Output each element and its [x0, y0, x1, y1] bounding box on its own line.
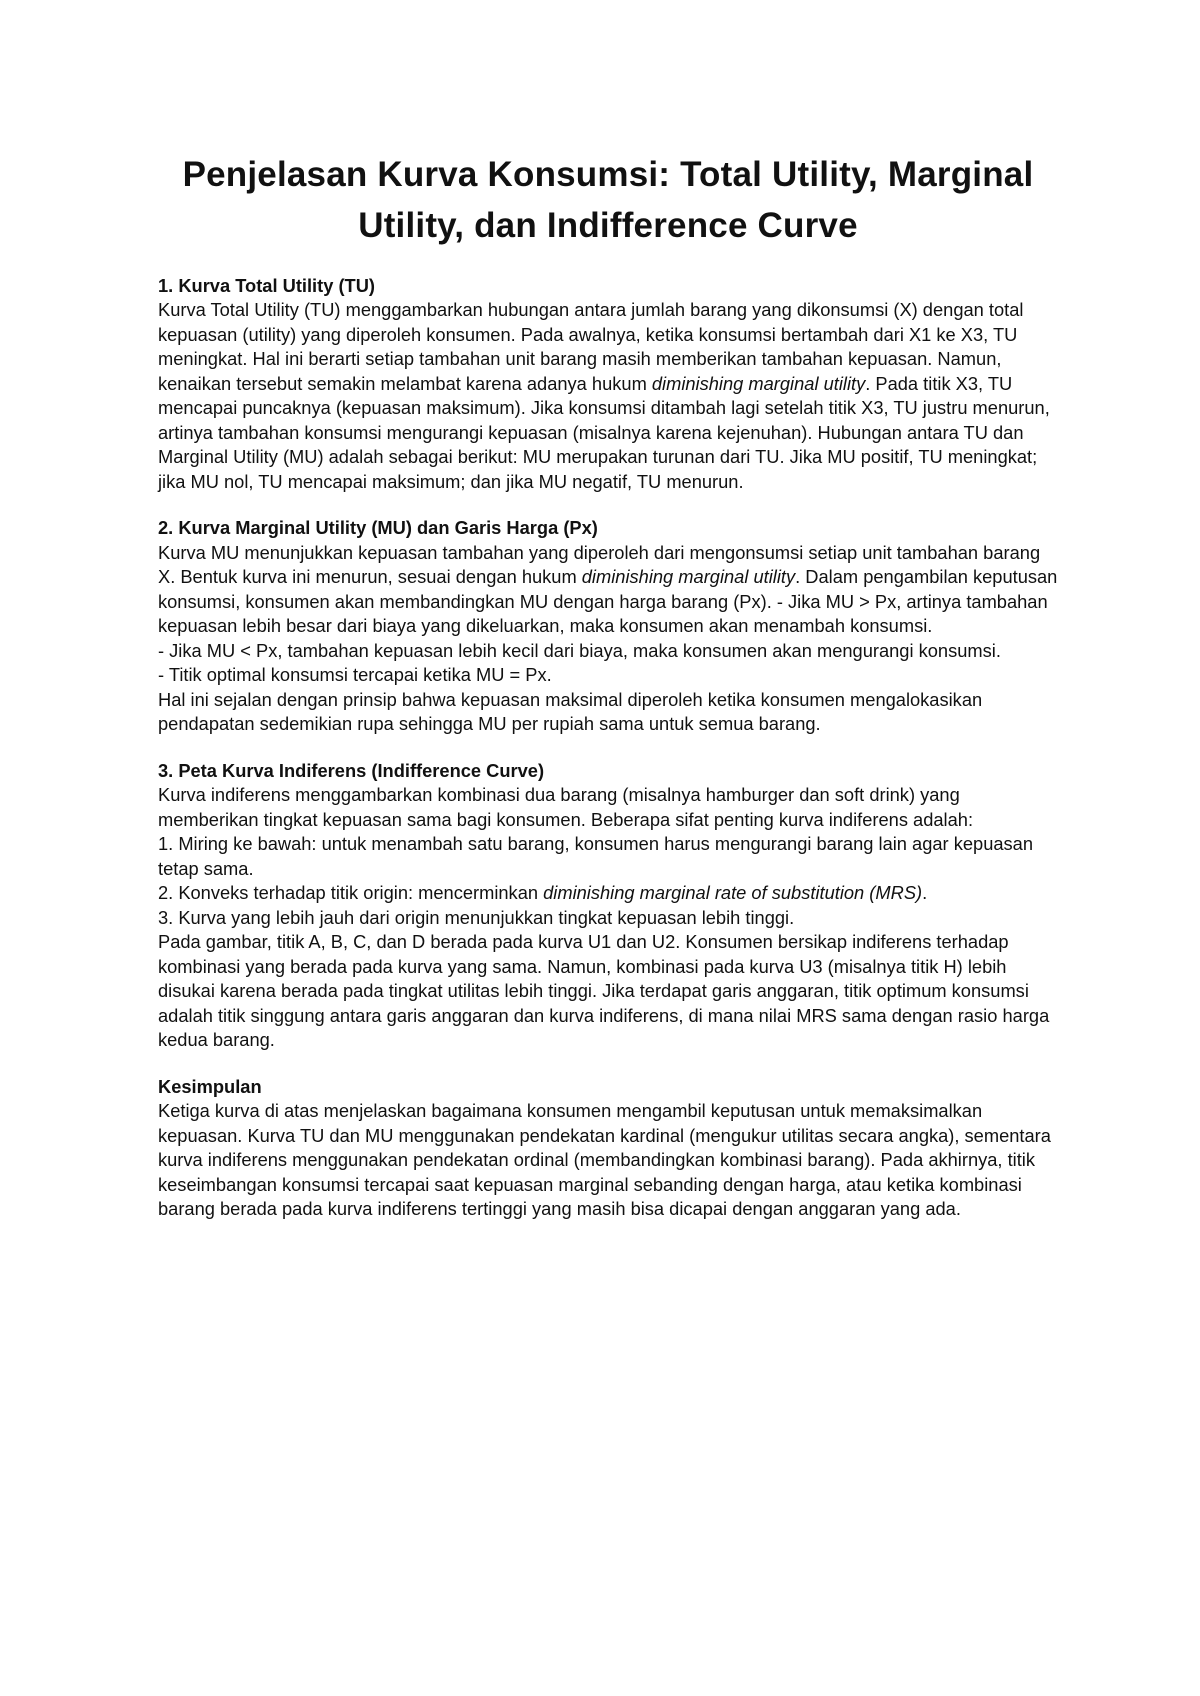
body-text: - Jika MU < Px, tambahan kepuasan lebih kecil dari biaya, maka konsumen akan mengurangi konsumsi. — [158, 639, 1001, 661]
body-text: - Titik optimal konsumsi tercapai ketika MU = Px. — [158, 664, 552, 685]
body-text: Pada gambar, titik A, B, C, dan D berada pada kurva U1 dan U2. Konsumen bersikap indiferens terhadap kombinasi yang berada pada kurva yang sama. Namun, kombinasi pada kurva U3 (misalnya titik H) lebih disukai karena berada pada tingkat utilitas lebih tinggi. Jika terdapat garis anggaran, titik optimum konsumsi adalah titik singgung antara garis anggaran dan kurva indiferens, di mana nilai MRS sama dengan rasio harga kedua barang. — [158, 931, 1050, 1050]
body-text: 1. Miring ke bawah: untuk menambah satu barang, konsumen harus mengurangi barang lain agar kepuasan tetap sama. — [158, 833, 1034, 879]
document-title: Penjelasan Kurva Konsumsi: Total Utility, Marginal Utility, dan Indifference Curve — [182, 155, 1034, 245]
italic-term: diminishing marginal rate of substitution (MRS) — [543, 882, 923, 903]
body-text: . Dalam pengambilan keputusan konsumsi, konsumen akan membandingkan MU dengan harga barang (Px). - Jika MU > Px, artinya tambahan kepuasan lebih besar dari biaya yang dikeluarkan, maka konsumen akan menambah konsumsi. — [158, 566, 1058, 636]
document-sections — [158, 274, 1058, 1222]
body-text: 3. Kurva yang lebih jauh dari origin menunjukkan tingkat kepuasan lebih tinggi. — [158, 906, 795, 928]
section-body — [158, 541, 1058, 737]
body-text: 2. Konveks terhadap titik origin: mencerminkan — [158, 882, 544, 903]
italic-term: diminishing marginal utility — [651, 372, 866, 394]
body-text: Ketiga kurva di atas menjelaskan bagaimana konsumen mengambil keputusan untuk memaksimalkan kepuasan. Kurva TU dan MU menggunakan pendekatan kardinal (mengukur utilitas secara angka), sementara kurva indiferens menggunakan pendekatan ordinal (membandingkan kombinasi barang). Pada akhirnya, titik keseimbangan konsumsi tercapai saat kepuasan marginal sebanding dengan harga, atau ketika kombinasi barang berada pada kurva indiferens tertinggi yang masih bisa dicapai dengan anggaran yang ada. — [158, 1100, 1051, 1219]
section-2 — [158, 516, 1058, 737]
section-heading: 3. Peta Kurva Indiferens (Indifference Curve) — [158, 759, 545, 781]
body-text: Kurva MU menunjukkan kepuasan tambahan yang diperoleh dari mengonsumsi setiap unit tambahan barang X. Bentuk kurva ini menurun, sesuai dengan hukum — [158, 541, 1041, 587]
body-text: Kurva Total Utility (TU) menggambarkan hubungan antara jumlah barang yang dikonsumsi (X) dengan total kepuasan (utility) yang diperoleh konsumen. Pada awalnya, ketika konsumsi bertambah dari X1 ke X3, TU meningkat. Hal ini berarti setiap tambahan unit barang masih memberikan tambahan kepuasan. Namun, kenaikan tersebut semakin melambat karena adanya hukum — [158, 299, 1024, 394]
body-text: . Pada titik X3, TU mencapai puncaknya (kepuasan maksimum). Jika konsumsi ditambah lagi setelah titik X3, TU justru menurun, artinya tambahan konsumsi mengurangi kepuasan (misalnya karena kejenuhan). Hubungan antara TU dan Marginal Utility (MU) adalah sebagai berikut: MU merupakan turunan dari TU. Jika MU positif, TU meningkat; jika MU nol, TU mencapai maksimum; dan jika MU negatif, TU menurun. — [158, 372, 1050, 492]
body-text: Kurva indiferens menggambarkan kombinasi dua barang (misalnya hamburger dan soft drink) yang memberikan tingkat kepuasan sama bagi konsumen. Beberapa sifat penting kurva indiferens adalah: — [158, 784, 974, 830]
section-body — [158, 1099, 1058, 1222]
italic-term: diminishing marginal utility — [581, 566, 796, 587]
section-heading: Kesimpulan — [158, 1075, 262, 1097]
section-4 — [158, 1075, 1058, 1222]
body-text: Hal ini sejalan dengan prinsip bahwa kepuasan maksimal diperoleh ketika konsumen mengalokasikan pendapatan sedemikian rupa sehingga MU per rupiah sama untuk semua barang. — [158, 688, 983, 734]
body-text: . — [922, 882, 928, 903]
section-1 — [158, 274, 1058, 495]
document-page — [158, 150, 1058, 1222]
section-heading: 1. Kurva Total Utility (TU) — [158, 274, 376, 296]
section-body — [158, 783, 1058, 1053]
section-heading: 2. Kurva Marginal Utility (MU) dan Garis Harga (Px) — [158, 517, 598, 538]
section-body — [158, 298, 1058, 494]
section-3 — [158, 759, 1058, 1053]
